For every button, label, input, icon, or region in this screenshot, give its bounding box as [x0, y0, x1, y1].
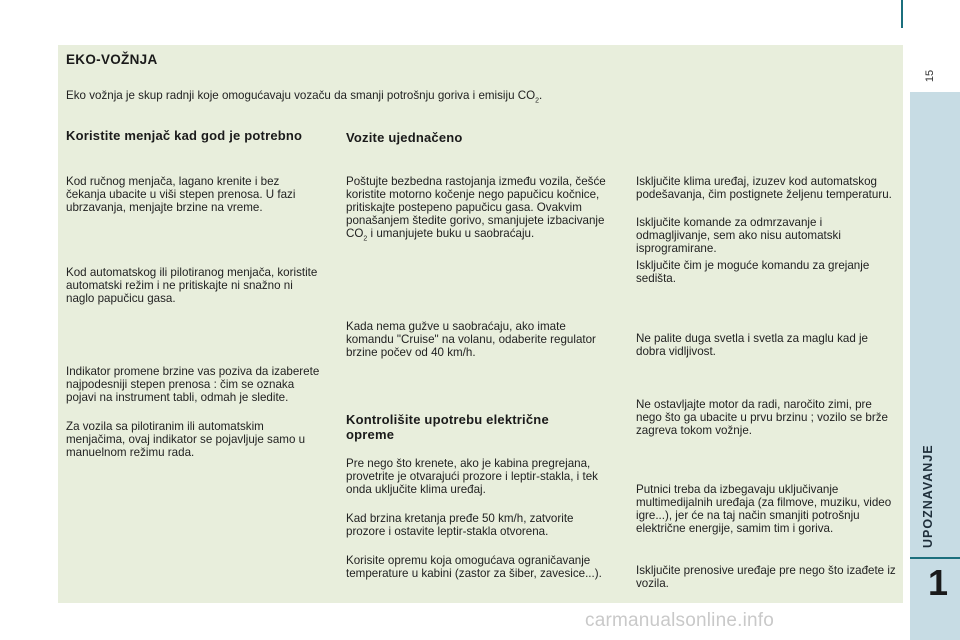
watermark: carmanualsonline.info	[585, 610, 775, 631]
col3-p3: Isključite čim je moguće komandu za grejanje sedišta.	[636, 259, 870, 285]
col2-p5: Korisite opremu koja omogućava ograničavanje temperature u kabini (zastor za šiber, zavesice...).	[346, 554, 602, 580]
col3-p2: Isključite komande za odmrzavanje i odmagljivanje, sem ako nisu automatski isprogramirane.	[636, 216, 841, 255]
chapter-number: 1	[928, 562, 949, 603]
top-accent-line	[901, 0, 903, 28]
col2-p3: Pre nego što krenete, ako je kabina pregrejana, provetrite je otvarajući prozore i leptir-stakla, i tek onda uključite klima uređaj.	[346, 457, 598, 496]
col2-p4: Kad brzina kretanja pređe 50 km/h, zatvorite prozore i ostavite leptir-stakla otvorena.	[346, 512, 574, 538]
col2-p1: Poštujte bezbedna rastojanja između vozila, češće koristite motorno kočenje nego papučicu kočnice, pritiskajte postepeno papučicu gasa. Ovakvim ponašanjem štedite gorivo, smanjujete izbacivanje $CO_2$ i umanjujete buku u saobraćaju.	[346, 175, 606, 243]
heading-drive-smoothly: Vozite ujednačeno	[346, 130, 463, 145]
intro-text: Eko vožnja je skup radnji koje omogućavaju vozaču da smanji potrošnju goriva i emisiju $CO_2$.	[66, 89, 543, 105]
section-title: EKO-VOŽNJA	[66, 52, 158, 67]
col3-p5: Ne ostavljajte motor da radi, naročito zimi, pre nego što ga ubacite u prvu brzinu ; vozilo se brže zagreva tokom vožnje.	[636, 398, 888, 437]
heading-use-gearbox: Koristite menjač kad god je potrebno	[66, 128, 303, 143]
col1-p3: Indikator promene brzine vas poziva da izaberete najpodesniji stepen prenosa : čim se oznaka pojavi na instrument tabli, odmah je sledite.	[66, 365, 320, 404]
page-number: 15	[924, 69, 937, 83]
col3-p7: Isključite prenosive uređaje pre nego što izađete iz vozila.	[636, 564, 896, 590]
chapter-divider	[910, 557, 960, 559]
col1-p4: Za vozila sa pilotiranim ili automatskim menjačima, ovaj indikator se pojavljuje samo u manuelnom režimu rada.	[66, 420, 306, 459]
col3-p6: Putnici treba da izbegavaju uključivanje multimedijalnih uređaja (za filmove, muziku, video igre...), jer će na taj način smanjiti potrošnju električne energije, samim tim i goriva.	[636, 483, 892, 535]
chapter-title: UPOZNAVANJE	[921, 444, 935, 548]
col1-p1: Kod ručnog menjača, lagano krenite i bez čekanja ubacite u viši stepen prenosa. U fazi ubrzavanja, menjajte brzine na vreme.	[66, 175, 296, 214]
heading-electrical-equipment: Kontrolišite upotrebu električne opreme	[346, 412, 549, 442]
col2-p2: Kada nema gužve u saobraćaju, ako imate komandu "Cruise" na volanu, odaberite regulator brzine počev od 40 km/h.	[346, 320, 596, 359]
col3-p4: Ne palite duga svetla i svetla za maglu kad je dobra vidljivost.	[636, 332, 869, 358]
col1-p2: Kod automatskog ili pilotiranog menjača, koristite automatski režim i ne pritiskajte ni snažno ni naglo papučicu gasa.	[66, 266, 318, 305]
col3-p1: Isključite klima uređaj, izuzev kod automatskog podešavanja, čim postignete željenu temperaturu.	[636, 175, 892, 201]
